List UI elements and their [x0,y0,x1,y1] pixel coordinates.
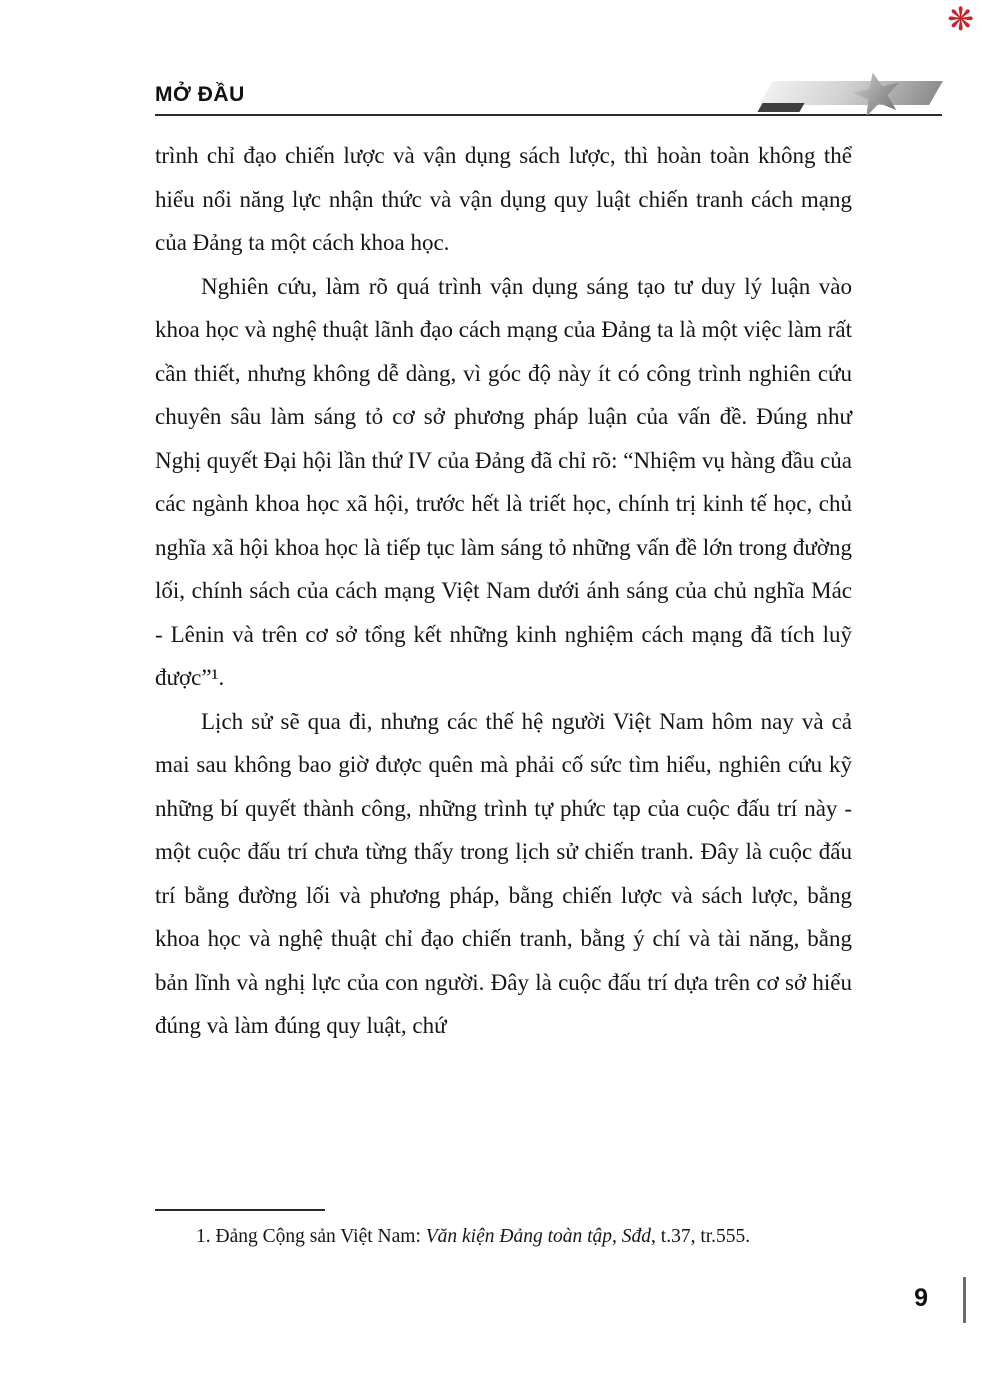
body-text [155,134,852,1048]
header-banner [752,75,942,117]
star-icon [846,71,908,115]
page-header [155,78,942,116]
body-paragraph: Nghiên cứu, làm rõ quá trình vận dụng sáng tạo tư duy lý luận vào khoa học và nghệ thuật lãnh đạo cách mạng của Đảng ta là một việc làm rất cần thiết, nhưng không dễ dàng, vì góc độ này ít có công trình nghiên cứu chuyên sâu làm sáng tỏ cơ sở phương pháp luận của vấn đề. Đúng như Nghị quyết Đại hội lần thứ IV của Đảng đã chỉ rõ: “Nhiệm vụ hàng đầu của các ngành khoa học xã hội, trước hết là triết học, chính trị kinh tế học, chủ nghĩa xã hội khoa học là tiếp tục làm sáng tỏ những vấn đề lớn trong đường lối, chính sách của cách mạng Việt Nam dưới ánh sáng của chủ nghĩa Mác - Lênin và trên cơ sở tổng kết những kinh nghiệm cách mạng đã tích luỹ được”¹. [155,273,852,690]
flower-asterisk-icon: ❋ [947,0,974,38]
page-title: MỞ ĐẦU [155,83,245,106]
footnote [196,1224,876,1250]
page-number-rule [963,1277,966,1323]
footnote-prefix: 1. Đảng Cộng sản Việt Nam: [196,1226,426,1247]
body-paragraph: trình chỉ đạo chiến lược và vận dụng sách lược, thì hoàn toàn không thể hiểu nổi năng lực nhận thức và vận dụng quy luật chiến tranh cách mạng của Đảng ta một cách khoa học. [155,143,852,255]
banner-accent-bar [757,103,804,112]
footnote-italic-title: Văn kiện Đảng toàn tập, Sđd [425,1226,652,1247]
body-paragraph: Lịch sử sẽ qua đi, nhưng các thế hệ người Việt Nam hôm nay và cả mai sau không bao giờ được quên mà phải cố sức tìm hiểu, nghiên cứu kỹ những bí quyết thành công, những trình tự phức tạp của cuộc đấu trí này - một cuộc đấu trí chưa từng thấy trong lịch sử chiến tranh. Đây là cuộc đấu trí bằng đường lối và phương pháp, bằng chiến lược và sách lược, bằng khoa học và nghệ thuật chỉ đạo chiến tranh, bằng ý chí và tài năng, bằng bản lĩnh và nghị lực của con người. Đây là cuộc đấu trí dựa trên cơ sở hiểu đúng và làm đúng quy luật, chứ [155,708,852,1038]
footnote-suffix: , t.37, tr.555. [651,1226,751,1247]
footnote-divider [155,1209,325,1211]
page-number: 9 [914,1284,928,1312]
